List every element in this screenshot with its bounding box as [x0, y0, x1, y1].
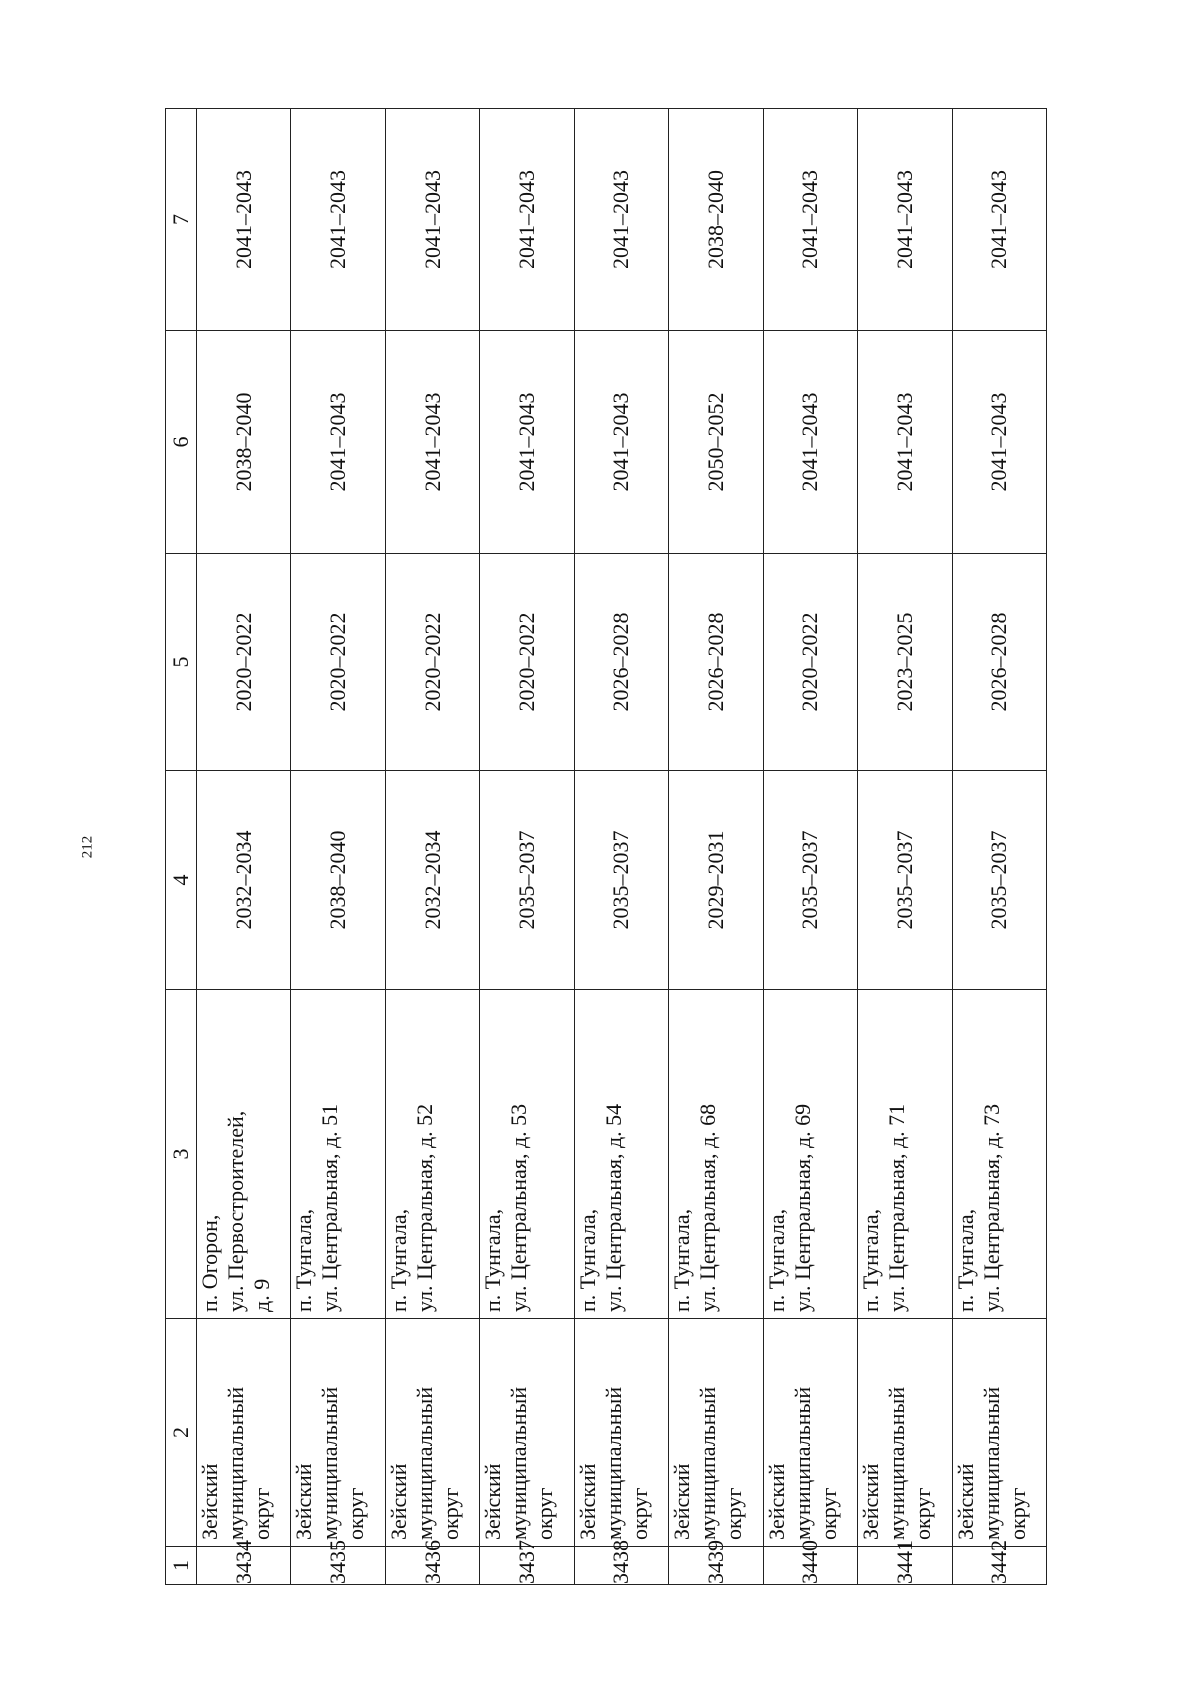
address-line: п. Тунгала, [480, 1208, 506, 1312]
district-line: округ [1004, 1487, 1030, 1540]
district-cell [480, 1319, 574, 1547]
address-line: д. 9 [249, 1278, 274, 1312]
address-line: п. Тунгала, [763, 1208, 789, 1312]
district-line: Зейский [763, 1463, 789, 1540]
table-row [197, 109, 291, 1585]
table-row [385, 109, 479, 1585]
district-line: округ [721, 1487, 747, 1540]
district-line: муниципальный [223, 1386, 248, 1540]
period-cell-7: 2041–2043 [574, 109, 668, 331]
period-cell-5: 2026–2028 [669, 554, 763, 771]
address-line: п. Тунгала, [385, 1208, 411, 1312]
address-line: п. Тунгала, [574, 1208, 600, 1312]
period-cell-7: 2041–2043 [763, 109, 857, 331]
district-cell [197, 1319, 291, 1547]
district-line: муниципальный [411, 1386, 437, 1540]
period-cell-6: 2038–2040 [197, 331, 291, 554]
district-cell [291, 1319, 385, 1547]
table-row [952, 109, 1047, 1585]
address-cell [197, 990, 291, 1319]
district-line: Зейский [385, 1463, 411, 1540]
district-line: муниципальный [789, 1386, 815, 1540]
period-cell-4: 2035–2037 [952, 771, 1047, 990]
district-line: Зейский [574, 1463, 600, 1540]
table-row [669, 109, 763, 1585]
table-row [480, 109, 574, 1585]
address-line: ул. Центральная, д. 54 [600, 1103, 626, 1312]
address-line: ул. Центральная, д. 73 [978, 1103, 1004, 1312]
district-line: округ [532, 1487, 558, 1540]
row-number-cell: 3441 [858, 1547, 952, 1585]
period-cell-4: 2035–2037 [480, 771, 574, 990]
address-cell [952, 990, 1047, 1319]
district-cell [574, 1319, 668, 1547]
row-number-cell: 3442 [952, 1547, 1047, 1585]
period-cell-7: 2041–2043 [952, 109, 1047, 331]
table-row [858, 109, 952, 1585]
address-cell [763, 990, 857, 1319]
period-cell-6: 2050–2052 [669, 331, 763, 554]
period-cell-7: 2041–2043 [197, 109, 291, 331]
address-line: ул. Центральная, д. 52 [411, 1103, 437, 1312]
table-row [291, 109, 385, 1585]
district-line: Зейский [952, 1463, 978, 1540]
district-line: муниципальный [600, 1386, 626, 1540]
address-line: ул. Центральная, д. 68 [695, 1103, 721, 1312]
period-cell-7: 2041–2043 [480, 109, 574, 331]
address-line: п. Тунгала, [952, 1208, 978, 1312]
district-cell [952, 1319, 1047, 1547]
address-line: ул. Центральная, д. 51 [317, 1103, 343, 1312]
period-cell-4: 2029–2031 [669, 771, 763, 990]
period-cell-4: 2038–2040 [291, 771, 385, 990]
address-cell [858, 990, 952, 1319]
address-line: ул. Центральная, д. 71 [884, 1103, 910, 1312]
header-row [166, 109, 197, 1585]
period-cell-4: 2032–2034 [197, 771, 291, 990]
address-line: п. Тунгала, [858, 1208, 884, 1312]
period-cell-6: 2041–2043 [385, 331, 479, 554]
address-cell [291, 990, 385, 1319]
address-line: п. Огорон, [197, 1214, 222, 1312]
period-cell-4: 2035–2037 [574, 771, 668, 990]
district-cell [858, 1319, 952, 1547]
period-cell-4: 2035–2037 [763, 771, 857, 990]
district-line: муниципальный [884, 1386, 910, 1540]
period-cell-6: 2041–2043 [858, 331, 952, 554]
period-cell-7: 2038–2040 [669, 109, 763, 331]
address-cell [480, 990, 574, 1319]
district-line: округ [343, 1487, 369, 1540]
table-row [763, 109, 857, 1585]
period-cell-6: 2041–2043 [574, 331, 668, 554]
column-header-3: 3 [166, 990, 197, 1319]
table-header [166, 109, 197, 1585]
table-row [574, 109, 668, 1585]
district-line: округ [437, 1487, 463, 1540]
period-cell-5: 2020–2022 [385, 554, 479, 771]
row-number-cell: 3434 [197, 1547, 291, 1585]
district-line: Зейский [197, 1463, 222, 1540]
period-cell-5: 2020–2022 [291, 554, 385, 771]
period-cell-5: 2020–2022 [763, 554, 857, 771]
address-line: п. Тунгала, [291, 1208, 317, 1312]
period-cell-7: 2041–2043 [291, 109, 385, 331]
district-line: Зейский [669, 1463, 695, 1540]
period-cell-4: 2032–2034 [385, 771, 479, 990]
column-header-7: 7 [166, 109, 197, 331]
address-line: ул. Первостроителей, [223, 1110, 248, 1312]
district-cell [669, 1319, 763, 1547]
column-header-6: 6 [166, 331, 197, 554]
row-number-cell: 3438 [574, 1547, 668, 1585]
period-cell-5: 2020–2022 [480, 554, 574, 771]
district-cell [385, 1319, 479, 1547]
period-cell-5: 2026–2028 [574, 554, 668, 771]
period-cell-7: 2041–2043 [858, 109, 952, 331]
column-header-2: 2 [166, 1319, 197, 1547]
row-number-cell: 3439 [669, 1547, 763, 1585]
column-header-1: 1 [166, 1547, 197, 1585]
address-cell [574, 990, 668, 1319]
district-line: Зейский [291, 1463, 317, 1540]
district-line: округ [815, 1487, 841, 1540]
period-cell-6: 2041–2043 [763, 331, 857, 554]
district-line: муниципальный [695, 1386, 721, 1540]
column-header-5: 5 [166, 554, 197, 771]
column-header-4: 4 [166, 771, 197, 990]
period-cell-6: 2041–2043 [952, 331, 1047, 554]
page-number: 212 [79, 835, 96, 859]
district-line: муниципальный [506, 1386, 532, 1540]
row-number-cell: 3440 [763, 1547, 857, 1585]
district-line: муниципальный [978, 1386, 1004, 1540]
row-number-cell: 3437 [480, 1547, 574, 1585]
period-cell-5: 2020–2022 [197, 554, 291, 771]
address-line: ул. Центральная, д. 69 [789, 1103, 815, 1312]
district-line: округ [249, 1487, 274, 1540]
row-number-cell: 3436 [385, 1547, 479, 1585]
address-cell [669, 990, 763, 1319]
district-cell [763, 1319, 857, 1547]
district-line: Зейский [480, 1463, 506, 1540]
period-cell-5: 2026–2028 [952, 554, 1047, 771]
address-line: п. Тунгала, [669, 1208, 695, 1312]
period-cell-6: 2041–2043 [291, 331, 385, 554]
district-line: округ [910, 1487, 936, 1540]
address-line: ул. Центральная, д. 53 [506, 1103, 532, 1312]
district-line: округ [626, 1487, 652, 1540]
period-cell-7: 2041–2043 [385, 109, 479, 331]
register-table [165, 108, 1047, 1585]
address-cell [385, 990, 479, 1319]
district-line: Зейский [858, 1463, 884, 1540]
row-number-cell: 3435 [291, 1547, 385, 1585]
period-cell-6: 2041–2043 [480, 331, 574, 554]
period-cell-4: 2035–2037 [858, 771, 952, 990]
table-body [197, 109, 1047, 1585]
period-cell-5: 2023–2025 [858, 554, 952, 771]
rotated-table-wrapper [165, 109, 1047, 1585]
district-line: муниципальный [317, 1386, 343, 1540]
